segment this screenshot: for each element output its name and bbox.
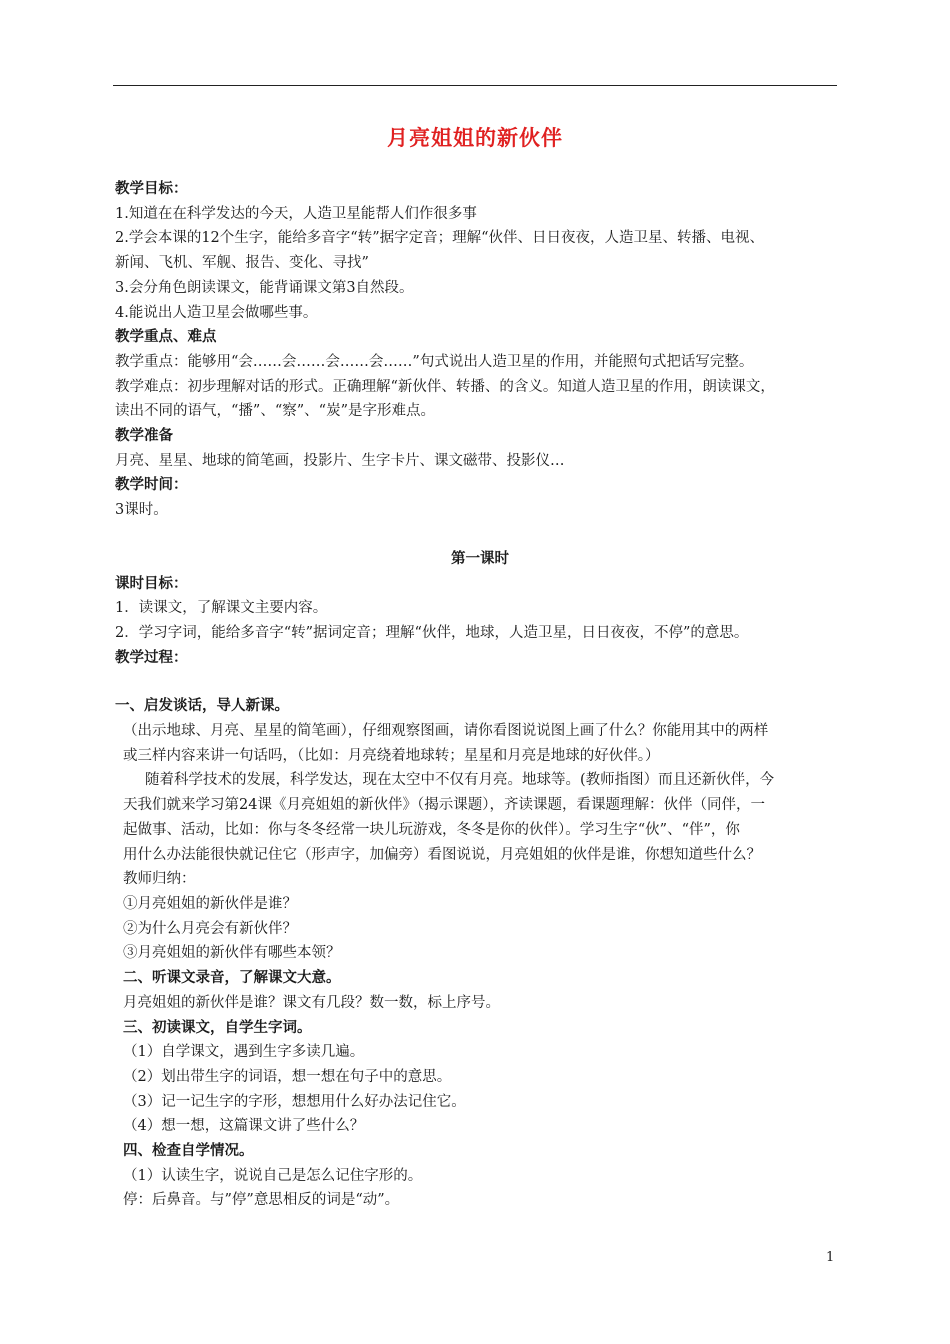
text-line: 教师归纳： bbox=[123, 871, 196, 888]
text-line: （出示地球、月亮、星星的简笔画），仔细观察图画，请你看图说说图上画了什么？你能用其中的两样 bbox=[123, 723, 769, 740]
text-line: 1．读课文，了解课文主要内容。 bbox=[115, 600, 328, 617]
section-heading: 教学时间： bbox=[115, 477, 188, 494]
document-body bbox=[115, 177, 845, 1213]
list-item: （3）记一记生字的字形，想想用什么好办法记住它。 bbox=[123, 1093, 466, 1110]
section-heading: 教学过程： bbox=[115, 649, 188, 666]
text-line: 随着科学技术的发展，科学发达，现在太空中不仅有月亮。地球等。(教师指图）而且还新伙伴，今 bbox=[145, 772, 775, 789]
text-line: 教学重点：能够用“会……会……会……会……”句式说出人造卫星的作用，并能照句式把话写完整。 bbox=[115, 353, 754, 370]
text-line: 教学难点：初步理解对话的形式。正确理解“新伙伴、转播、的含义。知道人造卫星的作用，朗读课文， bbox=[115, 378, 775, 395]
text-line: 用什么办法能很快就记住它（形声字，加偏旁）看图说说，月亮姐姐的伙伴是谁，你想知道些什么？ bbox=[123, 846, 761, 863]
text-line: 天我们就来学习第24课《月亮姐姐的新伙伴》（揭示课题），齐读课题，看课题理解：伙伴（同伴，一 bbox=[123, 797, 765, 814]
header-rule bbox=[113, 85, 837, 86]
step-heading: 四、检查自学情况。 bbox=[123, 1143, 254, 1160]
list-item: （1）自学课文，遇到生字多读几遍。 bbox=[123, 1044, 365, 1061]
text-line: 读出不同的语气，“播”、“察”、“炭”是字形难点。 bbox=[115, 403, 435, 420]
text-line: 月亮姐姐的新伙伴是谁？课文有几段？数一数，标上序号。 bbox=[123, 994, 500, 1011]
text-line: 3.会分角色朗读课文，能背诵课文第3自然段。 bbox=[115, 279, 414, 296]
text-line: 2.学会本课的12个生字，能给多音字“转”据字定音；理解“伙伴、日日夜夜，人造卫星、转播、电视、 bbox=[115, 230, 765, 247]
text-line: 1.知道在在科学发达的今天，人造卫星能帮人们作很多事 bbox=[115, 205, 477, 222]
section-heading: 教学重点、难点 bbox=[115, 329, 217, 346]
section-heading: 教学目标： bbox=[115, 181, 188, 197]
list-item: （1）认读生字，说说自己是怎么记住字形的。 bbox=[123, 1167, 423, 1184]
list-item: （4）想一想，这篇课文讲了些什么？ bbox=[123, 1118, 365, 1135]
step-heading: 一、启发谈话，导人新课。 bbox=[115, 698, 289, 715]
section-heading: 教学准备 bbox=[115, 428, 173, 445]
text-line: 停：后鼻音。与”停”意思相反的词是“动”。 bbox=[123, 1192, 400, 1209]
step-heading: 二、听课文录音，了解课文大意。 bbox=[123, 970, 341, 987]
text-line: 或三样内容来讲一句话吗，（比如：月亮绕着地球转；星星和月亮是地球的好伙伴。） bbox=[123, 747, 660, 764]
text-line: 起做事、活动，比如：你与冬冬经常一块儿玩游戏，冬冬是你的伙伴）。学习生字“伙”、“伴”，你 bbox=[123, 821, 740, 838]
text-line: 2．学习字词，能给多音字“转”据词定音；理解“伙伴，地球，人造卫星，日日夜夜，不停”的意思。 bbox=[115, 624, 749, 641]
list-item: ③月亮姐姐的新伙伴有哪些本领？ bbox=[123, 945, 341, 962]
step-heading: 三、初读课文，自学生字词。 bbox=[123, 1019, 312, 1036]
section-heading: 课时目标： bbox=[115, 575, 188, 592]
list-item: ②为什么月亮会有新伙伴？ bbox=[123, 920, 297, 937]
text-line: 新闻、飞机、军舰、报告、变化、寻找” bbox=[115, 255, 369, 272]
list-item: （2）划出带生字的词语，想一想在句子中的意思。 bbox=[123, 1068, 452, 1085]
text-line: 4.能说出人造卫星会做哪些事。 bbox=[115, 304, 318, 321]
text-line: 3课时。 bbox=[115, 502, 168, 519]
document-title: 月亮姐姐的新伙伴 bbox=[387, 126, 563, 150]
page-number: 1 bbox=[826, 1250, 835, 1265]
list-item: ①月亮姐姐的新伙伴是谁？ bbox=[123, 895, 297, 912]
lesson-heading: 第一课时 bbox=[451, 550, 509, 567]
text-line: 月亮、星星、地球的简笔画，投影片、生字卡片、课文磁带、投影仪… bbox=[115, 452, 565, 469]
